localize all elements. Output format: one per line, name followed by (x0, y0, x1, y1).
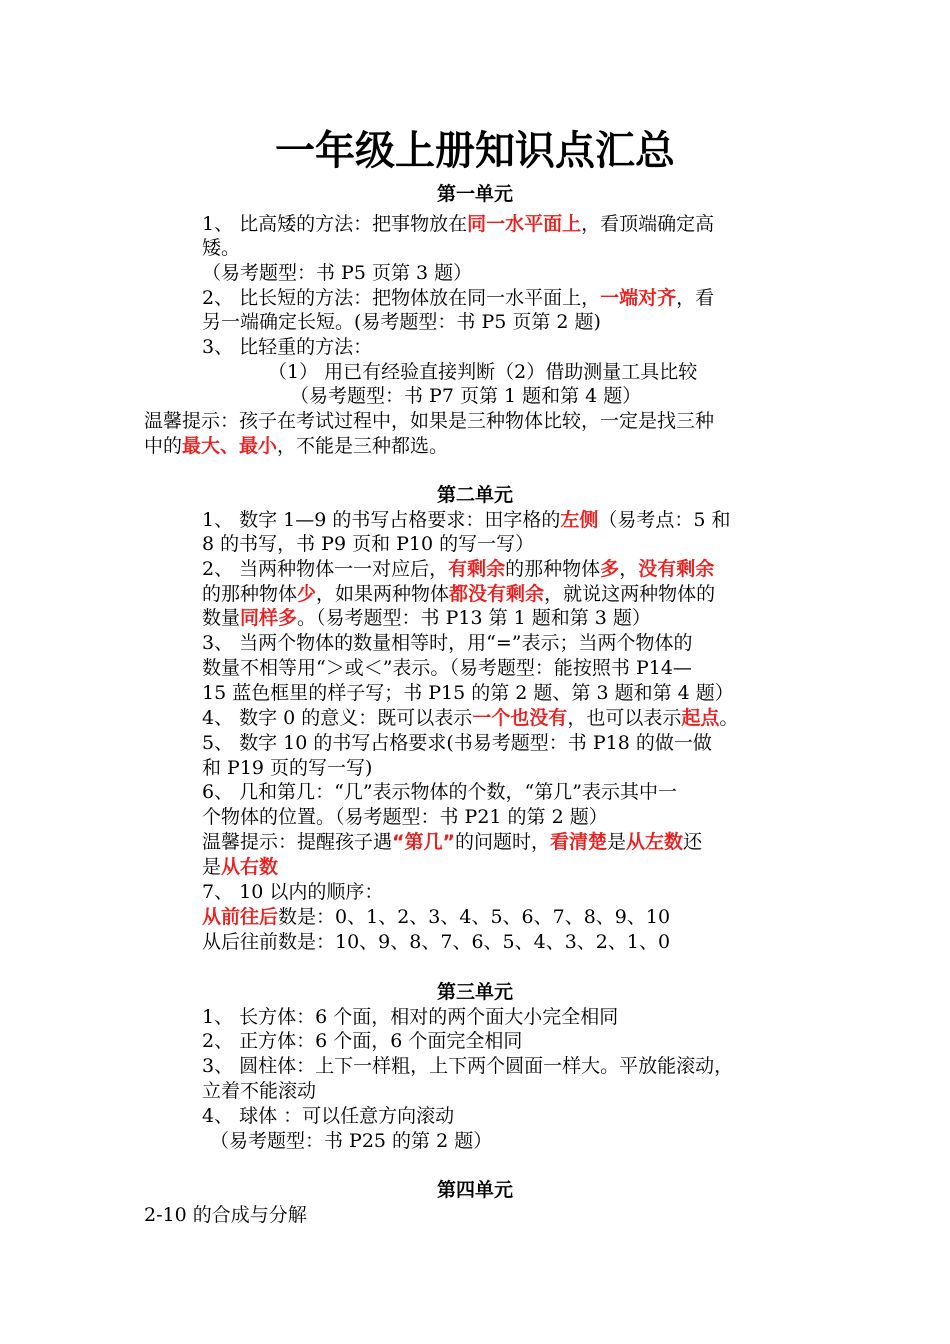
text-line (202, 310, 601, 334)
text-segment: ，也可以表示 (567, 707, 682, 729)
text-segment: ，看顶端确定高 (581, 213, 715, 235)
highlight-text: 多 (600, 558, 620, 580)
text-segment: 数量 (202, 607, 241, 629)
text-line (202, 606, 651, 630)
text-line (202, 681, 734, 705)
text-segment: 。（易考题型：书 P13 第 1 题和第 3 题） (297, 607, 651, 629)
text-line (290, 384, 641, 408)
highlight-text: 从右数 (221, 856, 279, 878)
unit-heading: 第三单元 (436, 981, 513, 1003)
text-segment: 2、 正方体：6 个面，6 个面完全相同 (202, 1030, 523, 1052)
highlight-text: 有剩余 (448, 558, 506, 580)
text-segment: 中的 (144, 435, 183, 457)
text-line (202, 212, 714, 236)
unit-heading: 第一单元 (436, 183, 513, 205)
document-title: 一年级上册知识点汇总 (275, 128, 675, 174)
unit-heading: 第二单元 (436, 484, 513, 506)
text-line (202, 631, 692, 655)
highlight-text: 一个也没有 (472, 707, 568, 729)
highlight-text: 都没有剩余 (449, 583, 545, 605)
text-line (268, 360, 697, 384)
text-line (202, 532, 534, 556)
highlight-text: 同一水平面上 (467, 213, 582, 235)
text-line (202, 930, 670, 954)
text-segment: ，看 (676, 287, 715, 309)
text-segment: 数量不相等用“＞或＜”表示。（易考题型：能按照书 P14— (202, 657, 692, 679)
text-line (202, 261, 472, 285)
text-segment: 1、 长方体：6 个面，相对的两个面大小完全相同 (202, 1006, 619, 1028)
highlight-text: 看清楚 (550, 831, 608, 853)
text-segment: 和 P19 页的写一写) (202, 757, 373, 779)
highlight-text: 左侧 (560, 509, 599, 531)
text-segment: ，如果两种物体 (316, 583, 450, 605)
text-segment: ， (619, 558, 639, 580)
text-segment: 7、 10 以内的顺序： (202, 881, 384, 903)
text-line (210, 1129, 492, 1153)
text-segment: 3、 比轻重的方法： (202, 336, 373, 358)
text-segment: 温馨提示：提醒孩子遇 (202, 831, 393, 853)
highlight-text: 从左数 (626, 831, 684, 853)
text-segment: 2-10 的合成与分解 (144, 1204, 307, 1226)
text-line (202, 731, 712, 755)
text-segment: 还 (683, 831, 703, 853)
text-segment: 的那种物体 (202, 583, 298, 605)
text-segment: 1、 数字 1—9 的书写占格要求：田字格的 (202, 509, 561, 531)
text-line (202, 855, 278, 879)
highlight-text: 起点 (681, 707, 720, 729)
text-line (202, 880, 383, 904)
text-segment: （易考题型：书 P25 的第 2 题） (210, 1130, 493, 1152)
text-segment: 立着不能滚动 (202, 1080, 317, 1102)
text-line (202, 1079, 316, 1103)
text-segment: 4、 球体 ：可以任意方向滚动 (202, 1105, 455, 1127)
text-line (202, 706, 738, 730)
text-line (202, 557, 714, 581)
text-segment: 数是：0、1、2、3、4、5、6、7、8、9、10 (278, 906, 671, 928)
text-line (202, 1005, 618, 1029)
text-segment: （易考题型：书 P5 页第 3 题） (202, 262, 473, 284)
text-segment: 3、 当两个物体的数量相等时，用“=”表示；当两个物体的 (202, 632, 693, 654)
text-line (202, 805, 608, 829)
highlight-text: 最大、最小 (182, 435, 278, 457)
text-segment: ，不能是三种都选。 (277, 435, 449, 457)
text-segment: 从后往前数是：10、9、8、7、6、5、4、3、2、1、0 (202, 931, 671, 953)
text-line (202, 582, 715, 606)
text-line (144, 1203, 307, 1227)
text-line (202, 1054, 733, 1078)
highlight-text: 从前往后 (202, 906, 279, 928)
text-line (144, 434, 448, 458)
text-line (202, 656, 692, 680)
text-segment: 的那种物体 (505, 558, 601, 580)
highlight-text: 一端对齐 (600, 287, 677, 309)
highlight-text: 少 (297, 583, 317, 605)
text-segment: 温馨提示：孩子在考试过程中，如果是三种物体比较，一定是找三种 (144, 410, 715, 432)
text-segment: 2、 比长短的方法：把物体放在同一水平面上， (202, 287, 601, 309)
text-segment: 3、 圆柱体：上下一样粗，上下两个圆面一样大。平放能滚动， (202, 1055, 734, 1077)
text-line (202, 1029, 522, 1053)
text-segment: （易考点：5 和 (598, 509, 731, 531)
text-segment: 是 (202, 856, 222, 878)
text-line (202, 905, 670, 929)
text-line (144, 409, 714, 433)
text-line (202, 756, 372, 780)
unit-heading: 第四单元 (436, 1179, 513, 1201)
text-line (202, 1104, 454, 1128)
text-line (202, 335, 372, 359)
text-segment: 。 (719, 707, 739, 729)
text-segment: 2、 当两种物体一一对应后， (202, 558, 449, 580)
text-segment: （1） 用已有经验直接判断（2）借助测量工具比较 (268, 361, 698, 383)
text-line (202, 236, 240, 260)
text-segment: 6、 几和第几：“几”表示物体的个数，“第几”表示其中一 (202, 781, 677, 803)
text-segment: 8 的书写，书 P9 页和 P10 的写一写） (202, 533, 535, 555)
text-segment: 15 蓝色框里的样子写；书 P15 的第 2 题、第 3 题和第 4 题） (202, 682, 734, 704)
text-line (202, 780, 677, 804)
highlight-text: 没有剩余 (638, 558, 715, 580)
text-segment: 5、 数字 10 的书写占格要求(书易考题型：书 P18 的做一做 (202, 732, 712, 754)
text-segment: 另一端确定长短。(易考题型：书 P5 页第 2 题) (202, 311, 601, 333)
text-segment: 矮。 (202, 237, 241, 259)
text-segment: 个物体的位置。（易考题型：书 P21 的第 2 题） (202, 806, 608, 828)
highlight-text: 同样多 (240, 607, 298, 629)
text-segment: 4、 数字 0 的意义：既可以表示 (202, 707, 473, 729)
text-segment: （易考题型：书 P7 页第 1 题和第 4 题） (290, 385, 642, 407)
text-line (202, 830, 702, 854)
highlight-text: “第几” (392, 831, 455, 853)
text-line (202, 286, 714, 310)
text-segment: 是 (607, 831, 627, 853)
text-line (202, 508, 731, 532)
text-segment: ，就说这两种物体的 (544, 583, 716, 605)
text-segment: 1、 比高矮的方法：把事物放在 (202, 213, 468, 235)
text-segment: 的问题时， (455, 831, 551, 853)
